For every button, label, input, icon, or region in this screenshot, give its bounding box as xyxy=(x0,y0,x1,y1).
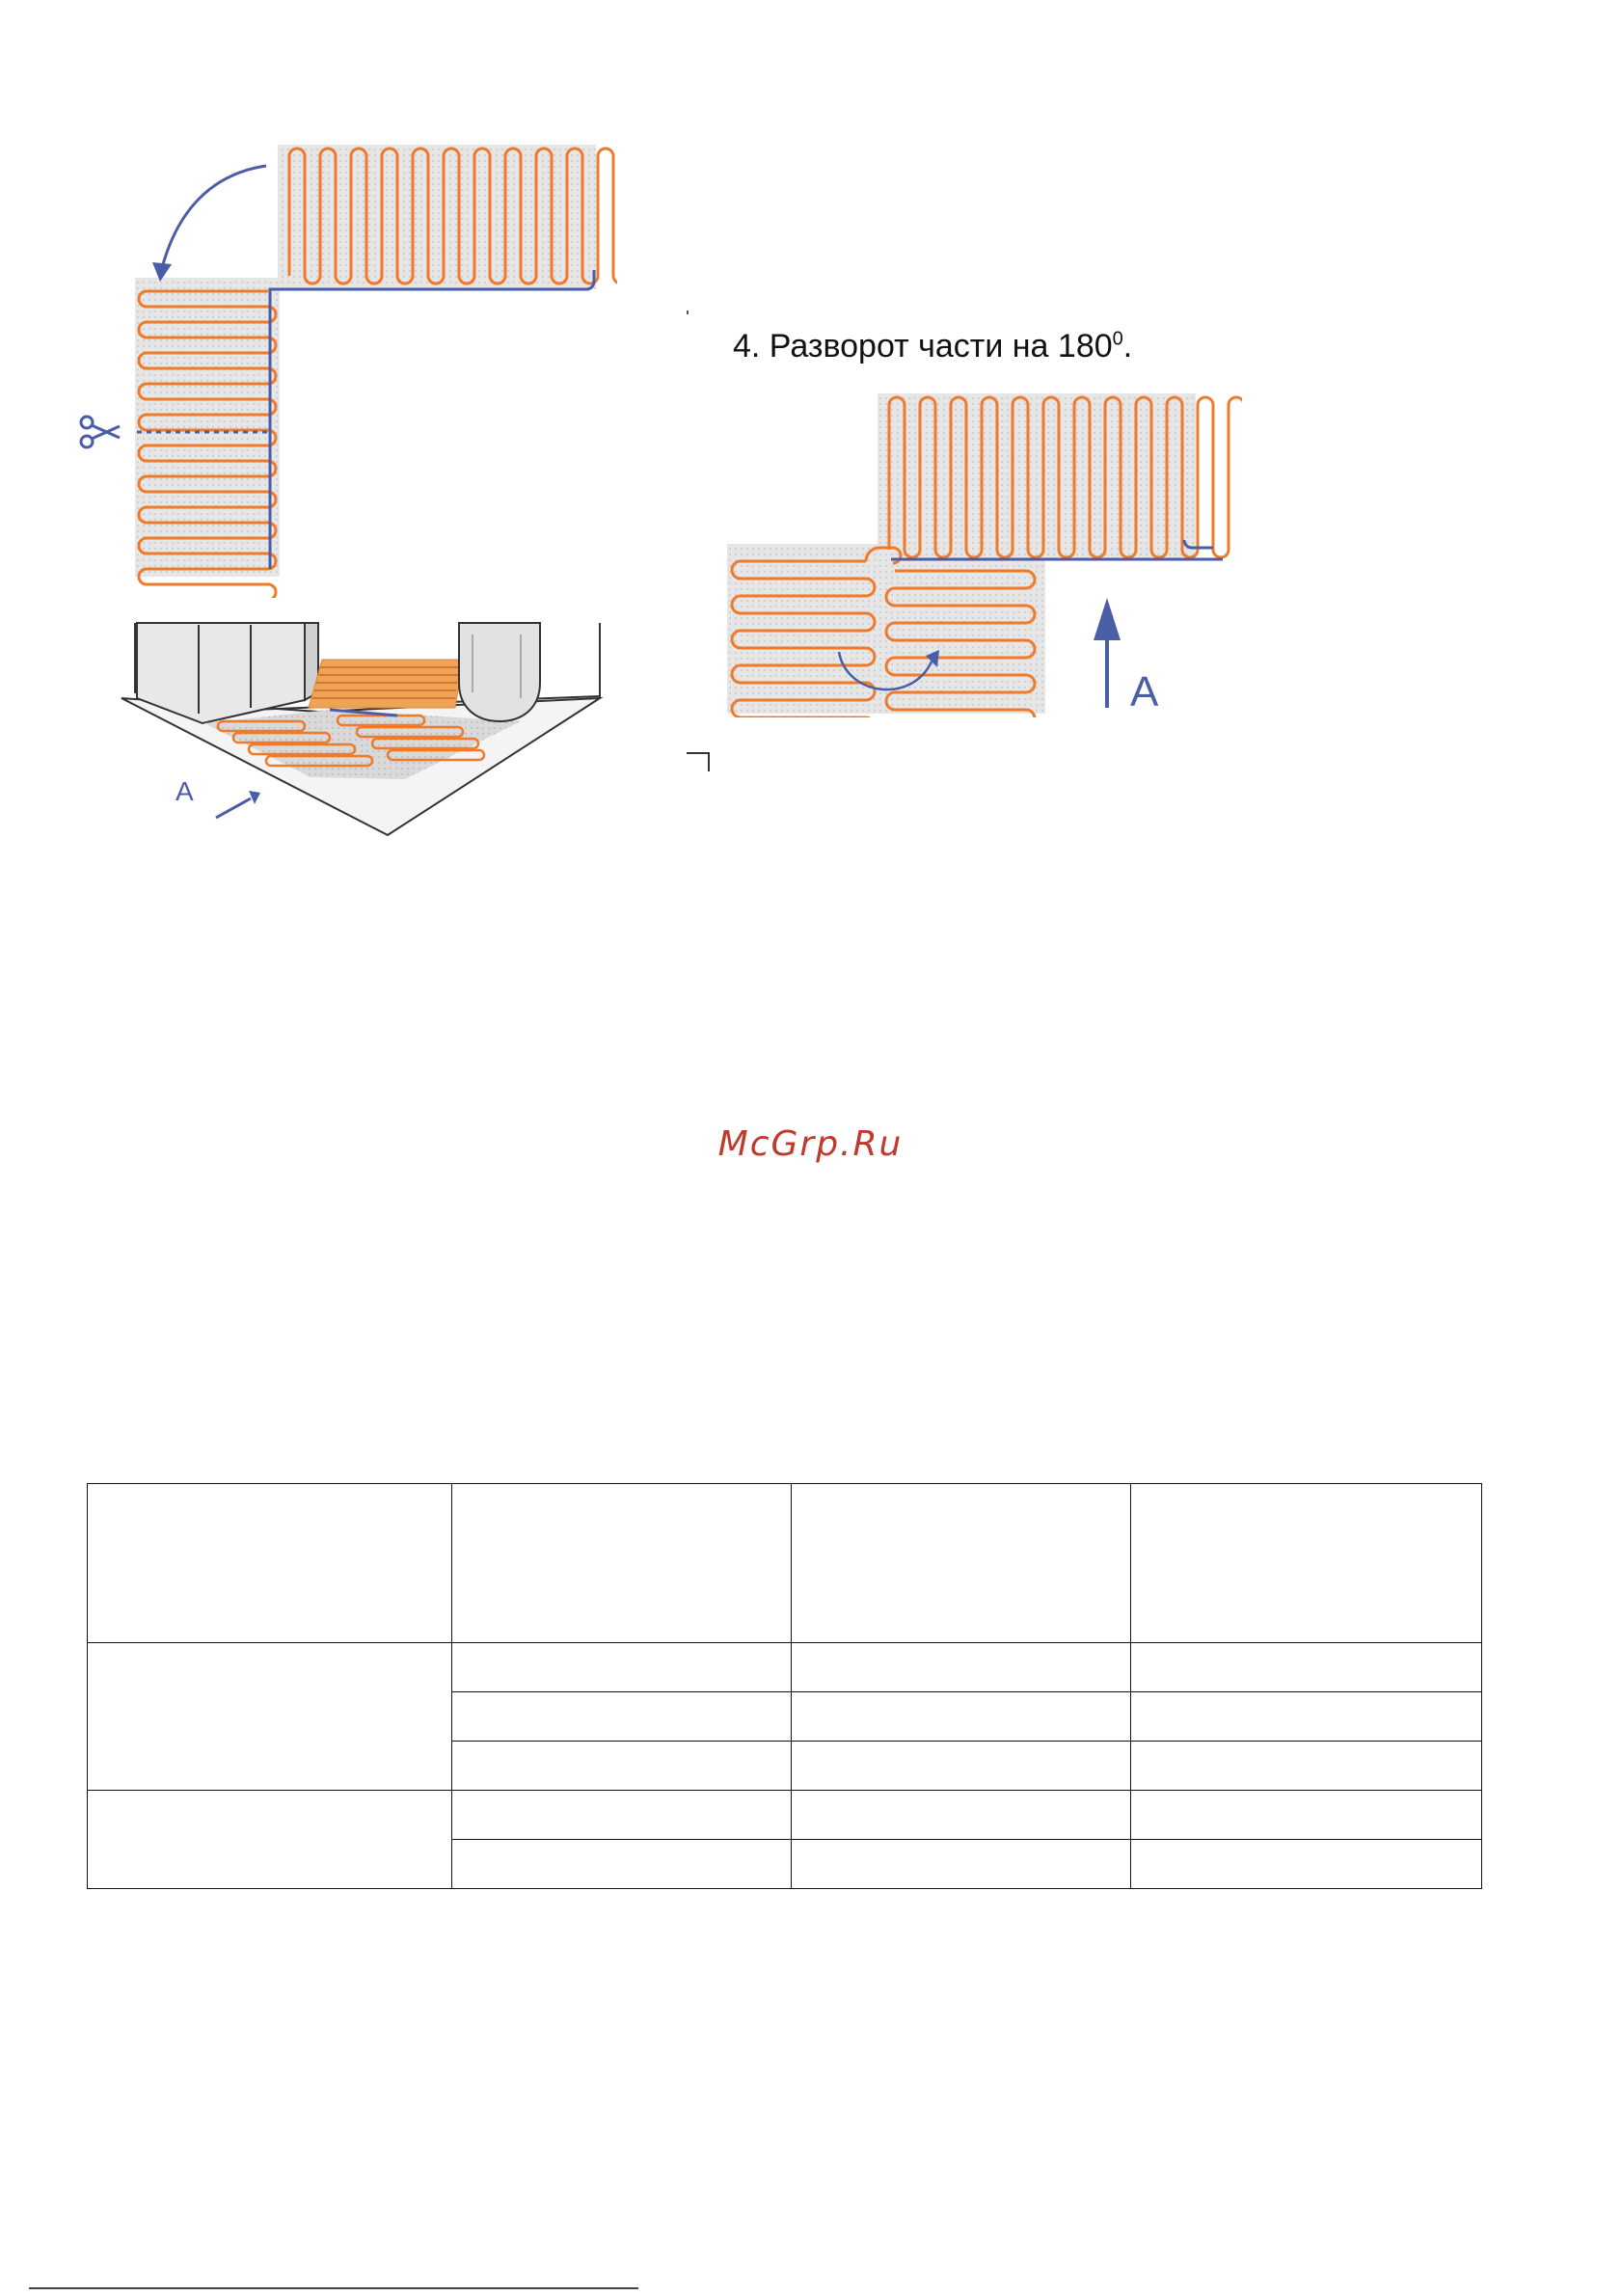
table-cell xyxy=(792,1742,1131,1791)
table-cell xyxy=(452,1791,792,1840)
direction-label-right: A xyxy=(1130,668,1159,716)
cold-lead-wire xyxy=(270,270,594,569)
table-cell xyxy=(452,1742,792,1791)
footer-rule xyxy=(29,2287,638,2289)
l-shaped-mat-diagram xyxy=(77,135,617,598)
pedestal xyxy=(459,623,540,721)
table-header-row xyxy=(88,1484,1482,1643)
table-header-cell xyxy=(452,1484,792,1643)
table-cell xyxy=(452,1643,792,1692)
mat-top-section xyxy=(278,145,596,289)
table-cell xyxy=(452,1840,792,1889)
table-group-cell xyxy=(88,1643,452,1791)
table-cell xyxy=(1131,1643,1482,1692)
step-title xyxy=(733,328,1132,365)
table-row xyxy=(88,1643,1482,1692)
degree-superscript: 0 xyxy=(1112,328,1123,350)
direction-label-left: A xyxy=(176,776,194,806)
table-header-cell xyxy=(792,1484,1131,1643)
table-cell xyxy=(1131,1692,1482,1742)
curved-arrow-icon xyxy=(162,166,266,268)
table-cell xyxy=(792,1791,1131,1840)
table-cell xyxy=(1131,1742,1482,1791)
room-layout-illustration xyxy=(116,615,617,847)
table-cell xyxy=(1131,1840,1482,1889)
step-title-text: 4. Разворот части на 180 xyxy=(733,328,1113,365)
table-header-cell xyxy=(1131,1484,1482,1643)
layout-mark xyxy=(687,311,689,314)
table-header-cell xyxy=(88,1484,452,1643)
direction-arrow-icon xyxy=(1094,598,1121,640)
mat-top-section xyxy=(878,393,1196,559)
table-cell xyxy=(792,1692,1131,1742)
scissors-icon xyxy=(81,417,120,447)
direction-arrow-icon xyxy=(249,791,260,804)
table-group-cell xyxy=(88,1791,452,1889)
table-cell xyxy=(792,1643,1131,1692)
rotated-mat-diagram xyxy=(721,390,1242,717)
table-row xyxy=(88,1791,1482,1840)
table-cell xyxy=(452,1692,792,1742)
step-title-suffix: . xyxy=(1122,328,1133,365)
watermark: McGrp.Ru xyxy=(717,1124,904,1164)
table-cell xyxy=(1131,1791,1482,1840)
table-cell xyxy=(792,1840,1131,1889)
specification-table xyxy=(87,1483,1482,1889)
crop-mark xyxy=(687,752,710,771)
